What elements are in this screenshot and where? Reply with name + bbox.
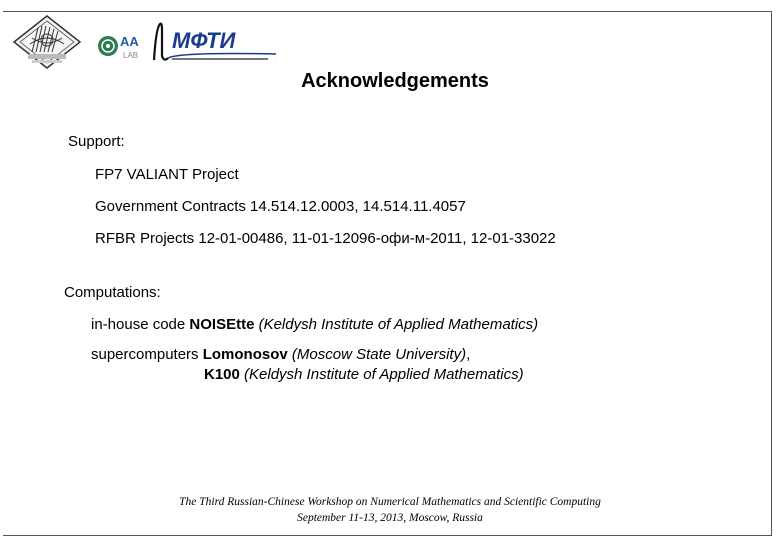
supercomputer-k100: K100 bbox=[204, 366, 240, 383]
support-item-contracts: Government Contracts 14.514.12.0003, 14.514.11.4057 bbox=[95, 198, 466, 215]
supercomputer-lomonosov: Lomonosov bbox=[202, 346, 288, 363]
footer-date: September 11-13, 2013, Moscow, Russia bbox=[297, 512, 483, 524]
computation-supercomputer-line: supercomputers Lomonosov (Moscow State University), bbox=[91, 346, 471, 363]
lomonosov-org: (Moscow State University) bbox=[291, 346, 467, 363]
computation-code-line: in-house code NOISEtte (Keldysh Institute of Applied Mathematics) bbox=[91, 316, 539, 333]
mfti-logo-icon bbox=[150, 18, 278, 68]
code-org: (Keldysh Institute of Applied Mathematics) bbox=[258, 316, 539, 333]
page-title: Acknowledgements bbox=[301, 70, 489, 92]
support-item-rfbr: RFBR Projects 12-01-00486, 11-01-12096-офи-м-2011, 12-01-33022 bbox=[95, 230, 556, 247]
institute-logo-icon bbox=[12, 14, 82, 70]
computations-heading: Computations: bbox=[64, 284, 161, 301]
computation-k100-line bbox=[204, 366, 524, 383]
aa-logo-text: AA bbox=[120, 34, 139, 49]
support-item-fp7: FP7 VALIANT Project bbox=[95, 166, 239, 183]
support-heading: Support: bbox=[68, 133, 125, 150]
footer-workshop: The Third Russian-Chinese Workshop on Numerical Mathematics and Scientific Computing bbox=[179, 496, 601, 508]
mfti-logo-text: МФТИ bbox=[172, 28, 236, 53]
k100-org: (Keldysh Institute of Applied Mathematics) bbox=[244, 366, 524, 383]
aa-lab-logo-icon bbox=[96, 28, 148, 64]
aa-logo-subtext: LAB bbox=[123, 51, 139, 60]
code-name: NOISEtte bbox=[189, 316, 255, 333]
